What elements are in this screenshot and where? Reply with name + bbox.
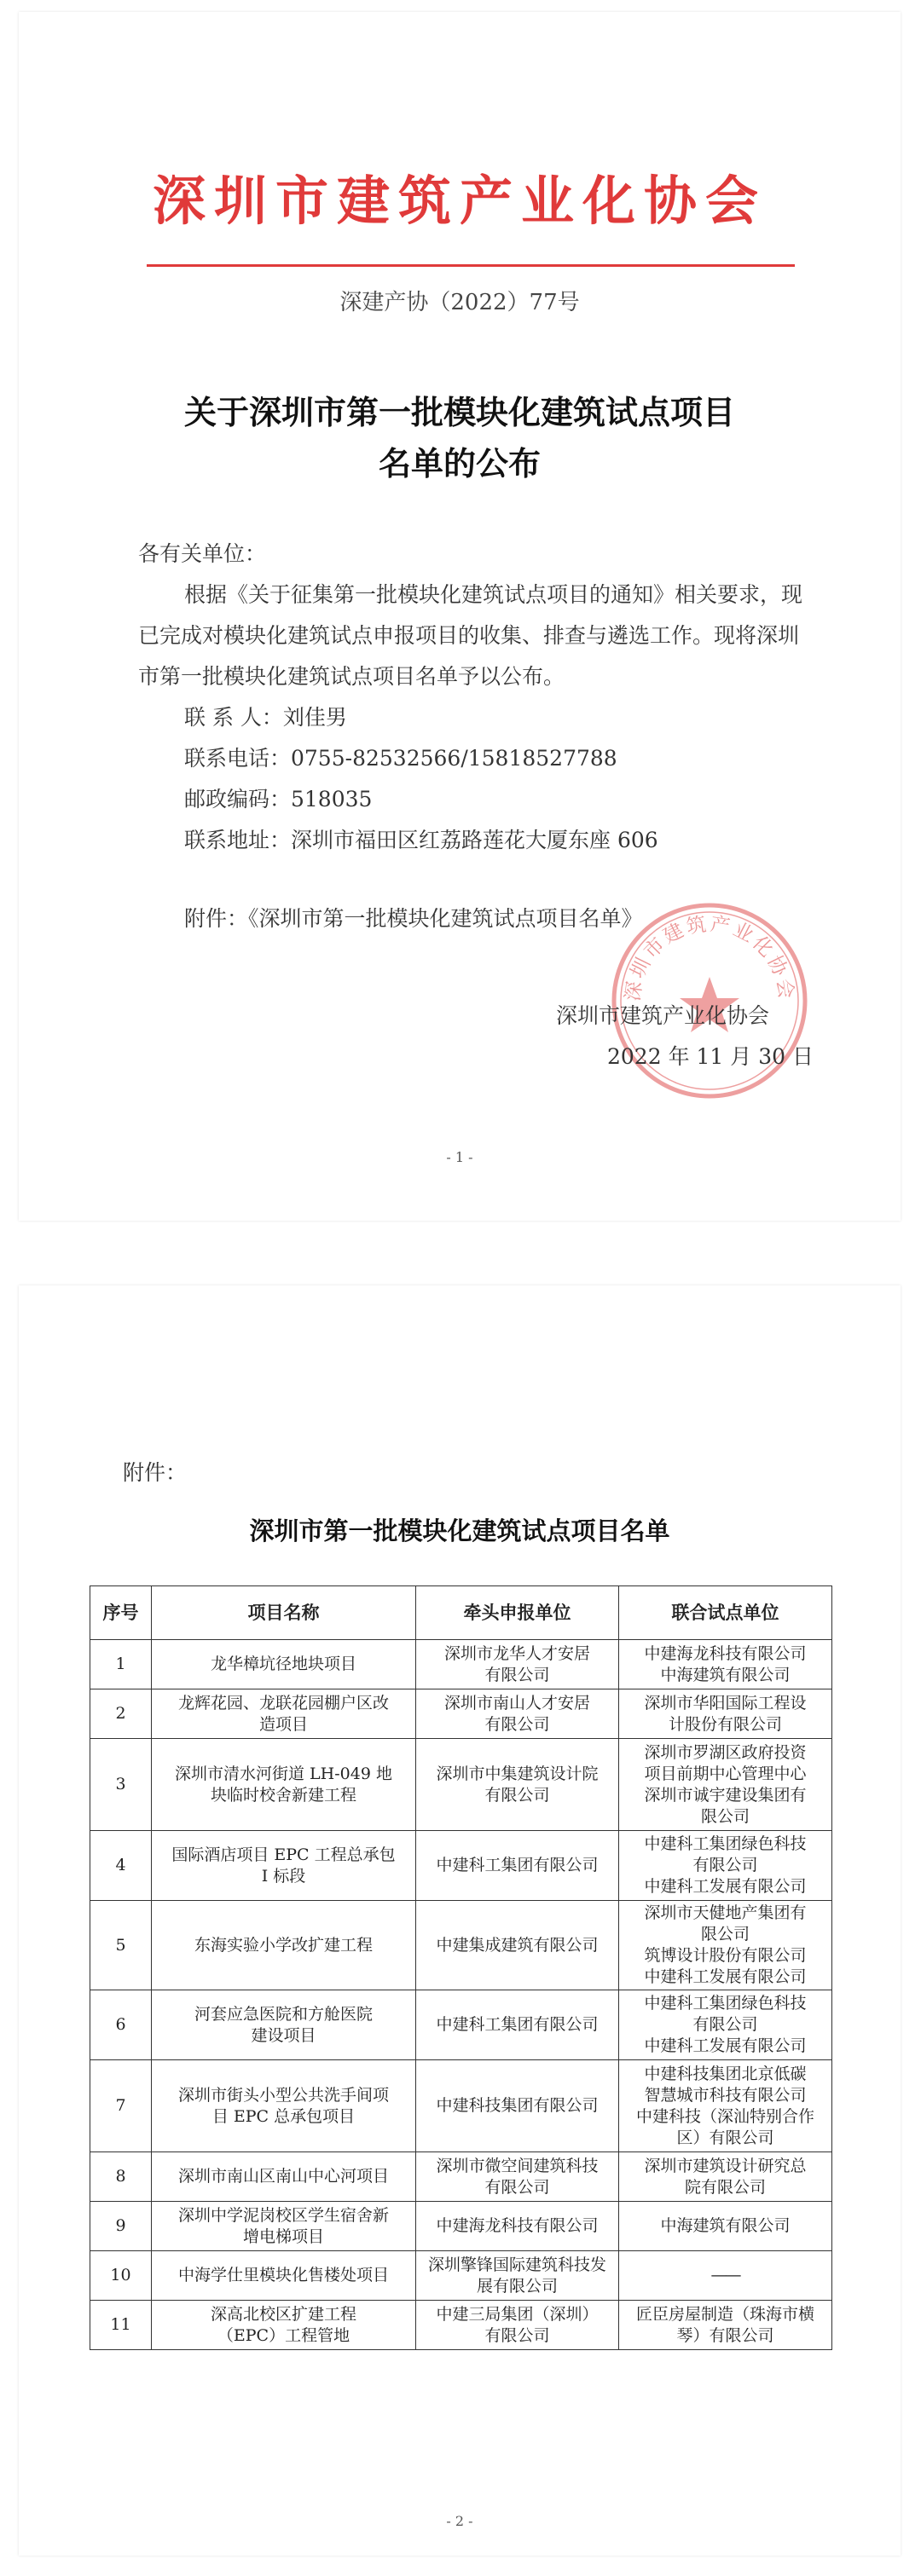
header-project: 项目名称 [152, 1586, 416, 1640]
cell-lead: 中建科技集团有限公司 [416, 2060, 619, 2152]
page-1 [19, 12, 901, 1221]
contact-address: 联系地址：深圳市福田区红荔路莲花大厦东座 606 [184, 828, 658, 852]
cell-project: 深圳市清水河街道 LH-049 地 块临时校舍新建工程 [152, 1739, 416, 1831]
document-number: 深建产协（2022）77号 [339, 290, 580, 315]
table-row [90, 1831, 832, 1901]
page-number: - 1 - [446, 1149, 473, 1165]
cell-lead: 深圳市微空间建筑科技 有限公司 [416, 2152, 619, 2202]
cell-lead: 中建三局集团（深圳） 有限公司 [416, 2301, 619, 2350]
cell-lead: 中建集成建筑有限公司 [416, 1901, 619, 1990]
cell-no: 7 [90, 2060, 152, 2152]
cell-project: 龙辉花园、龙联花园棚户区改 造项目 [152, 1689, 416, 1739]
table-row [90, 2152, 832, 2202]
cell-project: 深圳中学泥岗校区学生宿舍新 增电梯项目 [152, 2202, 416, 2251]
cell-partner: 深圳市天健地产集团有 限公司 筑博设计股份有限公司 中建科工发展有限公司 [619, 1901, 832, 1990]
cell-project: 中海学仕里模块化售楼处项目 [152, 2251, 416, 2301]
cell-lead: 深圳市中集建筑设计院 有限公司 [416, 1739, 619, 1831]
letterhead: 深圳市建筑产业化协会 [152, 170, 767, 232]
table-row [90, 2202, 832, 2251]
page-number: - 2 - [446, 2513, 473, 2529]
cell-lead: 中建科工集团有限公司 [416, 1990, 619, 2060]
pilot-project-table [90, 1585, 832, 2350]
table-row [90, 1901, 832, 1990]
cell-lead: 深圳市龙华人才安居 有限公司 [416, 1640, 619, 1689]
cell-partner: 深圳市华阳国际工程设 计股份有限公司 [619, 1689, 832, 1739]
table-row [90, 2060, 832, 2152]
table-row [90, 1739, 832, 1831]
cell-project: 深圳市南山区南山中心河项目 [152, 2152, 416, 2202]
notice-title [19, 387, 901, 489]
contact-phone: 联系电话：0755-82532566/15818527788 [184, 746, 617, 771]
notice-title-line-2: 名单的公布 [378, 444, 541, 482]
cell-lead: 深圳擎锋国际建筑科技发 展有限公司 [416, 2251, 619, 2301]
letterhead-divider [147, 264, 795, 267]
contact-person: 联 系 人：刘佳男 [184, 705, 347, 730]
table-row [90, 2301, 832, 2350]
cell-no: 11 [90, 2301, 152, 2350]
cell-no: 3 [90, 1739, 152, 1831]
seal-ring-text: 深圳市建筑产业化协会 [622, 913, 797, 1003]
cell-partner: 中建科工集团绿色科技 有限公司 中建科工发展有限公司 [619, 1831, 832, 1901]
cell-partner: —— [619, 2251, 832, 2301]
cell-partner: 中建科工集团绿色科技 有限公司 中建科工发展有限公司 [619, 1990, 832, 2060]
cell-no: 10 [90, 2251, 152, 2301]
table-row [90, 1689, 832, 1739]
cell-no: 9 [90, 2202, 152, 2251]
header-no: 序号 [90, 1586, 152, 1640]
cell-lead: 中建海龙科技有限公司 [416, 2202, 619, 2251]
signer: 深圳市建筑产业化协会 [556, 1003, 770, 1028]
cell-project: 东海实验小学改扩建工程 [152, 1901, 416, 1990]
cell-project: 深高北校区扩建工程 （EPC）工程管地 [152, 2301, 416, 2350]
notice-body [138, 534, 803, 939]
table-row [90, 1990, 832, 2060]
cell-partner: 中海建筑有限公司 [619, 2202, 832, 2251]
cell-lead: 中建科工集团有限公司 [416, 1831, 619, 1901]
postal-code: 邮政编码：518035 [184, 787, 373, 811]
cell-project: 龙华樟坑径地块项目 [152, 1640, 416, 1689]
cell-partner: 深圳市罗湖区政府投资 项目前期中心管理中心 深圳市诚宇建设集团有 限公司 [619, 1739, 832, 1831]
sign-date: 2022 年 11 月 30 日 [607, 1044, 814, 1069]
cell-partner: 深圳市建筑设计研究总 院有限公司 [619, 2152, 832, 2202]
page-2 [19, 1285, 901, 2556]
table-row [90, 2251, 832, 2301]
cell-lead: 深圳市南山人才安居 有限公司 [416, 1689, 619, 1739]
cell-partner: 中建海龙科技有限公司 中海建筑有限公司 [619, 1640, 832, 1689]
body-paragraph: 根据《关于征集第一批模块化建筑试点项目的通知》相关要求，现已完成对模块化建筑试点申报项目的收集、排查与遴选工作。现将深圳市第一批模块化建筑试点项目名单予以公布。 [138, 582, 803, 689]
table-header-row [90, 1586, 832, 1640]
list-title: 深圳市第一批模块化建筑试点项目名单 [249, 1516, 670, 1545]
header-lead-unit: 牵头申报单位 [416, 1586, 619, 1640]
header-partner-unit: 联合试点单位 [619, 1586, 832, 1640]
cell-no: 2 [90, 1689, 152, 1739]
cell-project: 深圳市街头小型公共洗手间项 目 EPC 总承包项目 [152, 2060, 416, 2152]
attachment-label: 附件： [123, 1460, 188, 1485]
cell-no: 8 [90, 2152, 152, 2202]
cell-no: 4 [90, 1831, 152, 1901]
cell-no: 1 [90, 1640, 152, 1689]
attachment-reference: 附件：《深圳市第一批模块化建筑试点项目名单》 [184, 906, 643, 931]
cell-project: 河套应急医院和方舱医院 建设项目 [152, 1990, 416, 2060]
cell-partner: 中建科技集团北京低碳 智慧城市科技有限公司 中建科技（深汕特别合作 区）有限公司 [619, 2060, 832, 2152]
cell-project: 国际酒店项目 EPC 工程总承包 I 标段 [152, 1831, 416, 1901]
cell-no: 6 [90, 1990, 152, 2060]
notice-title-line-1: 关于深圳市第一批模块化建筑试点项目 [183, 393, 735, 431]
cell-partner: 匠臣房屋制造（珠海市横 琴）有限公司 [619, 2301, 832, 2350]
table-row [90, 1640, 832, 1689]
salutation: 各有关单位： [138, 541, 267, 566]
cell-no: 5 [90, 1901, 152, 1990]
